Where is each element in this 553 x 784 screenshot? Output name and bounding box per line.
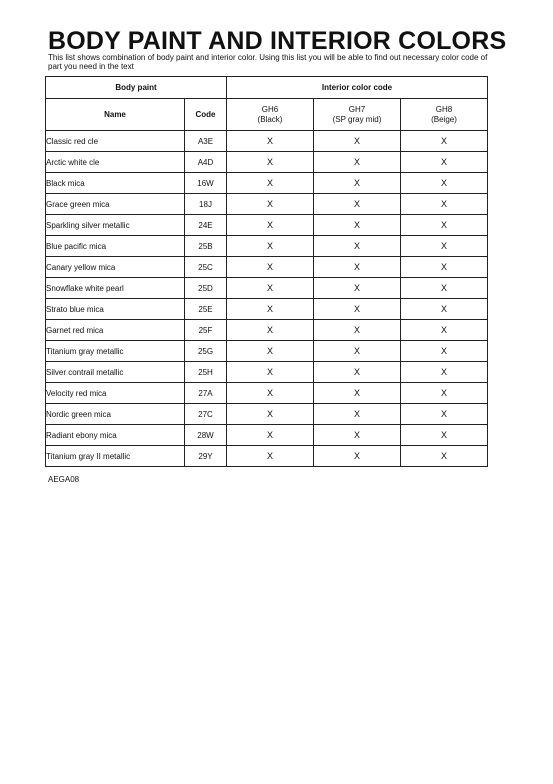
availability-mark-cell: X xyxy=(401,446,488,467)
availability-mark-cell: X xyxy=(227,341,314,362)
availability-mark-cell: X xyxy=(314,383,401,404)
paint-code-cell: 28W xyxy=(185,425,227,446)
availability-mark-cell: X xyxy=(401,341,488,362)
page-title: BODY PAINT AND INTERIOR COLORS xyxy=(48,27,507,55)
paint-name-cell: Arctic white cle xyxy=(46,152,185,173)
color-combination-table xyxy=(45,76,488,467)
availability-mark-cell: X xyxy=(401,320,488,341)
paint-code-cell: 29Y xyxy=(185,446,227,467)
table-row xyxy=(46,257,488,278)
availability-mark-cell: X xyxy=(314,278,401,299)
body-paint-group-header: Body paint xyxy=(46,77,227,99)
paint-code-cell: 27A xyxy=(185,383,227,404)
paint-code-cell: A4D xyxy=(185,152,227,173)
paint-name-cell: Sparkling silver metallic xyxy=(46,215,185,236)
table-row xyxy=(46,404,488,425)
availability-mark-cell: X xyxy=(314,173,401,194)
availability-mark-cell: X xyxy=(401,215,488,236)
paint-name-cell: Radiant ebony mica xyxy=(46,425,185,446)
paint-code-cell: 25E xyxy=(185,299,227,320)
paint-code-cell: 25F xyxy=(185,320,227,341)
table-row xyxy=(46,446,488,467)
interior-code: GH8 xyxy=(435,104,453,114)
availability-mark-cell: X xyxy=(227,278,314,299)
paint-name-cell: Strato blue mica xyxy=(46,299,185,320)
availability-mark-cell: X xyxy=(227,131,314,152)
paint-code-cell: A3E xyxy=(185,131,227,152)
interior-column-header xyxy=(227,99,314,131)
availability-mark-cell: X xyxy=(314,320,401,341)
table-row xyxy=(46,131,488,152)
availability-mark-cell: X xyxy=(314,404,401,425)
availability-mark-cell: X xyxy=(227,152,314,173)
paint-code-cell: 25H xyxy=(185,362,227,383)
availability-mark-cell: X xyxy=(227,299,314,320)
table-row xyxy=(46,341,488,362)
table-row xyxy=(46,299,488,320)
availability-mark-cell: X xyxy=(227,236,314,257)
interior-desc: (Black) xyxy=(257,114,283,124)
paint-name-cell: Blue pacific mica xyxy=(46,236,185,257)
availability-mark-cell: X xyxy=(401,194,488,215)
availability-mark-cell: X xyxy=(227,425,314,446)
paint-name-cell: Classic red cle xyxy=(46,131,185,152)
availability-mark-cell: X xyxy=(227,257,314,278)
paint-name-cell: Silver contrail metallic xyxy=(46,362,185,383)
availability-mark-cell: X xyxy=(401,152,488,173)
availability-mark-cell: X xyxy=(227,194,314,215)
paint-code-cell: 24E xyxy=(185,215,227,236)
availability-mark-cell: X xyxy=(227,446,314,467)
paint-name-cell: Black mica xyxy=(46,173,185,194)
availability-mark-cell: X xyxy=(227,404,314,425)
interior-color-group-header: Interior color code xyxy=(227,77,488,99)
table-row xyxy=(46,152,488,173)
interior-code: GH7 xyxy=(348,104,366,114)
table-row xyxy=(46,278,488,299)
table-row xyxy=(46,173,488,194)
availability-mark-cell: X xyxy=(314,194,401,215)
interior-desc: (SP gray mid) xyxy=(332,114,382,124)
paint-code-cell: 25B xyxy=(185,236,227,257)
paint-code-cell: 16W xyxy=(185,173,227,194)
table-row xyxy=(46,215,488,236)
paint-name-cell: Titanium gray II metallic xyxy=(46,446,185,467)
paint-name-cell: Snowflake white pearl xyxy=(46,278,185,299)
availability-mark-cell: X xyxy=(401,299,488,320)
paint-code-cell: 27C xyxy=(185,404,227,425)
availability-mark-cell: X xyxy=(227,383,314,404)
table-row xyxy=(46,362,488,383)
availability-mark-cell: X xyxy=(227,173,314,194)
availability-mark-cell: X xyxy=(314,341,401,362)
table-row xyxy=(46,383,488,404)
table-row xyxy=(46,320,488,341)
availability-mark-cell: X xyxy=(314,236,401,257)
availability-mark-cell: X xyxy=(401,278,488,299)
table-row xyxy=(46,194,488,215)
availability-mark-cell: X xyxy=(401,236,488,257)
paint-code-cell: 25C xyxy=(185,257,227,278)
availability-mark-cell: X xyxy=(401,362,488,383)
availability-mark-cell: X xyxy=(314,215,401,236)
availability-mark-cell: X xyxy=(314,257,401,278)
table-row xyxy=(46,425,488,446)
interior-code: GH6 xyxy=(261,104,279,114)
availability-mark-cell: X xyxy=(227,215,314,236)
availability-mark-cell: X xyxy=(314,152,401,173)
availability-mark-cell: X xyxy=(314,299,401,320)
paint-name-cell: Garnet red mica xyxy=(46,320,185,341)
code-column-header: Code xyxy=(185,99,227,131)
paint-name-cell: Grace green mica xyxy=(46,194,185,215)
paint-code-cell: 25G xyxy=(185,341,227,362)
availability-mark-cell: X xyxy=(401,383,488,404)
table-body xyxy=(46,131,488,467)
availability-mark-cell: X xyxy=(314,446,401,467)
name-column-header: Name xyxy=(46,99,185,131)
paint-name-cell: Canary yellow mica xyxy=(46,257,185,278)
availability-mark-cell: X xyxy=(401,425,488,446)
availability-mark-cell: X xyxy=(401,131,488,152)
interior-desc: (Beige) xyxy=(431,114,457,124)
availability-mark-cell: X xyxy=(401,257,488,278)
paint-name-cell: Nordic green mica xyxy=(46,404,185,425)
availability-mark-cell: X xyxy=(227,320,314,341)
interior-column-header xyxy=(401,99,488,131)
paint-name-cell: Velocity red mica xyxy=(46,383,185,404)
availability-mark-cell: X xyxy=(314,362,401,383)
availability-mark-cell: X xyxy=(314,425,401,446)
availability-mark-cell: X xyxy=(401,173,488,194)
availability-mark-cell: X xyxy=(401,404,488,425)
interior-column-header xyxy=(314,99,401,131)
availability-mark-cell: X xyxy=(314,131,401,152)
paint-code-cell: 18J xyxy=(185,194,227,215)
paint-code-cell: 25D xyxy=(185,278,227,299)
availability-mark-cell: X xyxy=(227,362,314,383)
table-row xyxy=(46,236,488,257)
intro-text: This list shows combination of body paint and interior color. Using this list you will be able to find out necessary color code of part you need in the text xyxy=(48,53,488,71)
figure-code: AEGA08 xyxy=(48,475,80,484)
paint-name-cell: Titanium gray metallic xyxy=(46,341,185,362)
